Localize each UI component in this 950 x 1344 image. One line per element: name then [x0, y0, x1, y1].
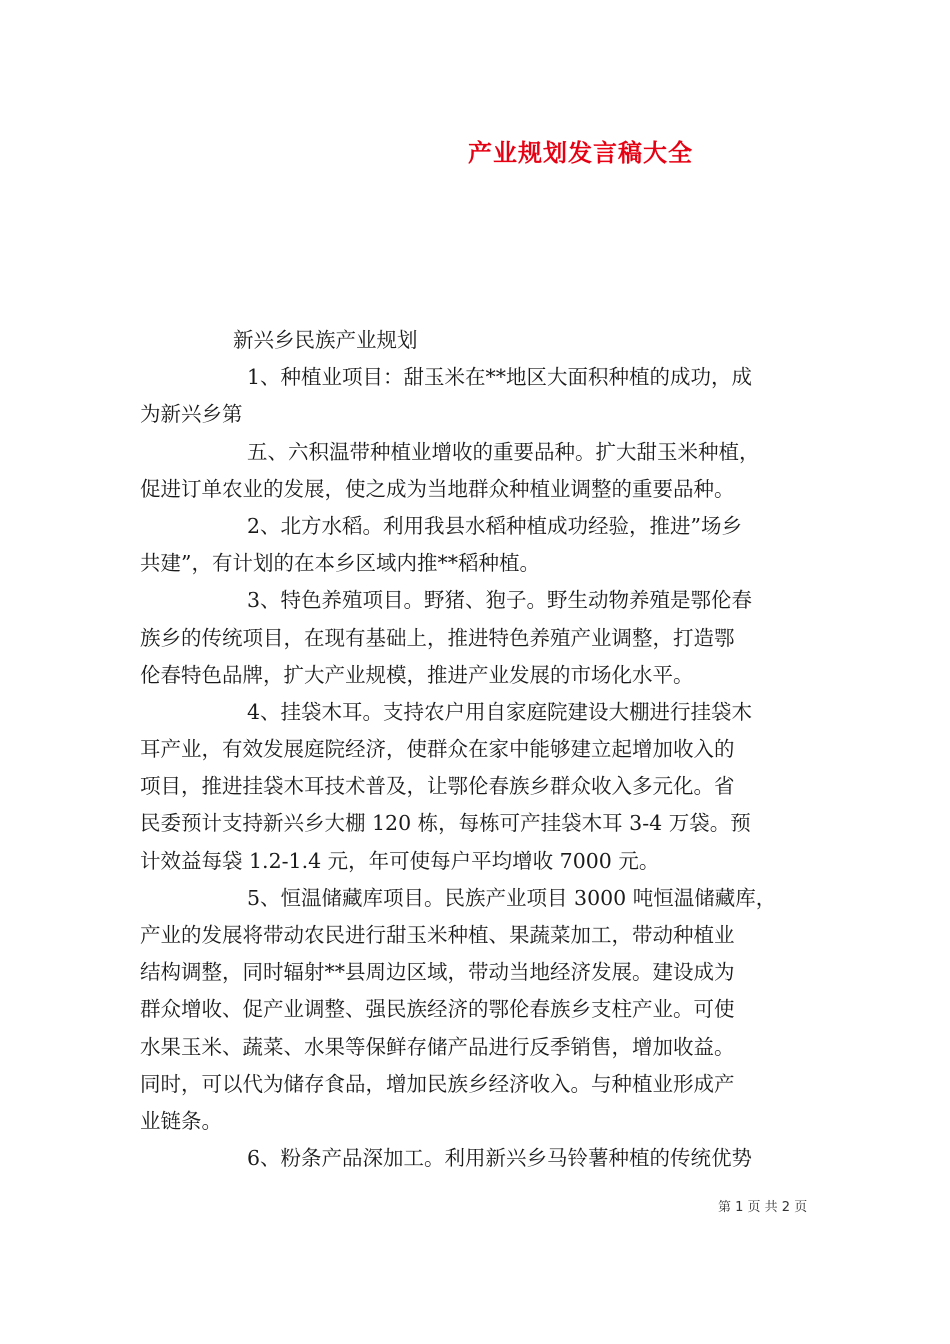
text-line: 4、挂袋木耳。支持农户用自家庭院建设大棚进行挂袋木 — [247, 699, 753, 724]
text-line: 族乡的传统项目，在现有基础上，推进特色养殖产业调整，打造鄂 — [140, 625, 735, 650]
text-line: 共建”，有计划的在本乡区域内推**稻种植。 — [140, 551, 540, 576]
text-line: 计效益每袋 1.2-1.4 元，年可使每户平均增收 7000 元。 — [140, 848, 660, 873]
paragraph-lines — [140, 359, 810, 1177]
text-line: 产业的发展将带动农民进行甜玉米种植、果蔬菜加工，带动种植业 — [140, 923, 735, 947]
text-line: 民委预计支持新兴乡大棚 120 栋，每栋可产挂袋木耳 3-4 万袋。预 — [140, 811, 751, 836]
page-footer: 第 1 页 共 2 页 — [718, 1200, 808, 1215]
text-line: 2、北方水稻。利用我县水稻种植成功经验，推进”场乡 — [247, 513, 743, 538]
text-line: 3、特色养殖项目。野猪、狍子。野生动物养殖是鄂伦春 — [247, 588, 753, 613]
text-line: 为新兴乡第 — [140, 402, 243, 427]
text-line: 项目，推进挂袋木耳技术普及，让鄂伦春族乡群众收入多元化。省 — [140, 774, 735, 799]
text-line: 五、六积温带种植业增收的重要品种。扩大甜玉米种植， — [247, 439, 760, 464]
text-line: 伦春特色品牌，扩大产业规模，推进产业发展的市场化水平。 — [140, 662, 694, 687]
text-line: 水果玉米、蔬菜、水果等保鲜存储产品进行反季销售，增加收益。 — [140, 1034, 735, 1059]
text-line: 5、恒温储藏库项目。民族产业项目 3000 吨恒温储藏库， — [247, 885, 777, 910]
text-line: 同时，可以代为储存食品，增加民族乡经济收入。与种植业形成产 — [140, 1071, 735, 1096]
text-line: 结构调整，同时辐射**县周边区域，带动当地经济发展。建设成为 — [140, 960, 735, 985]
text-line: 耳产业，有效发展庭院经济，使群众在家中能够建立起增加收入的 — [140, 737, 735, 762]
text-line: 6、粉条产品深加工。利用新兴乡马铃薯种植的传统优势 — [247, 1146, 753, 1171]
document-body — [140, 322, 810, 1177]
document-title: 产业规划发言稿大全 — [468, 139, 693, 167]
text-line: 促进订单农业的发展，使之成为当地群众种植业调整的重要品种。 — [140, 476, 735, 501]
text-line: 1、种植业项目：甜玉米在**地区大面积种植的成功，成 — [247, 365, 753, 390]
text-line: 群众增收、促产业调整、强民族经济的鄂伦春族乡支柱产业。可使 — [140, 997, 735, 1022]
section-heading: 新兴乡民族产业规划 — [233, 328, 418, 352]
text-line: 业链条。 — [140, 1108, 222, 1133]
